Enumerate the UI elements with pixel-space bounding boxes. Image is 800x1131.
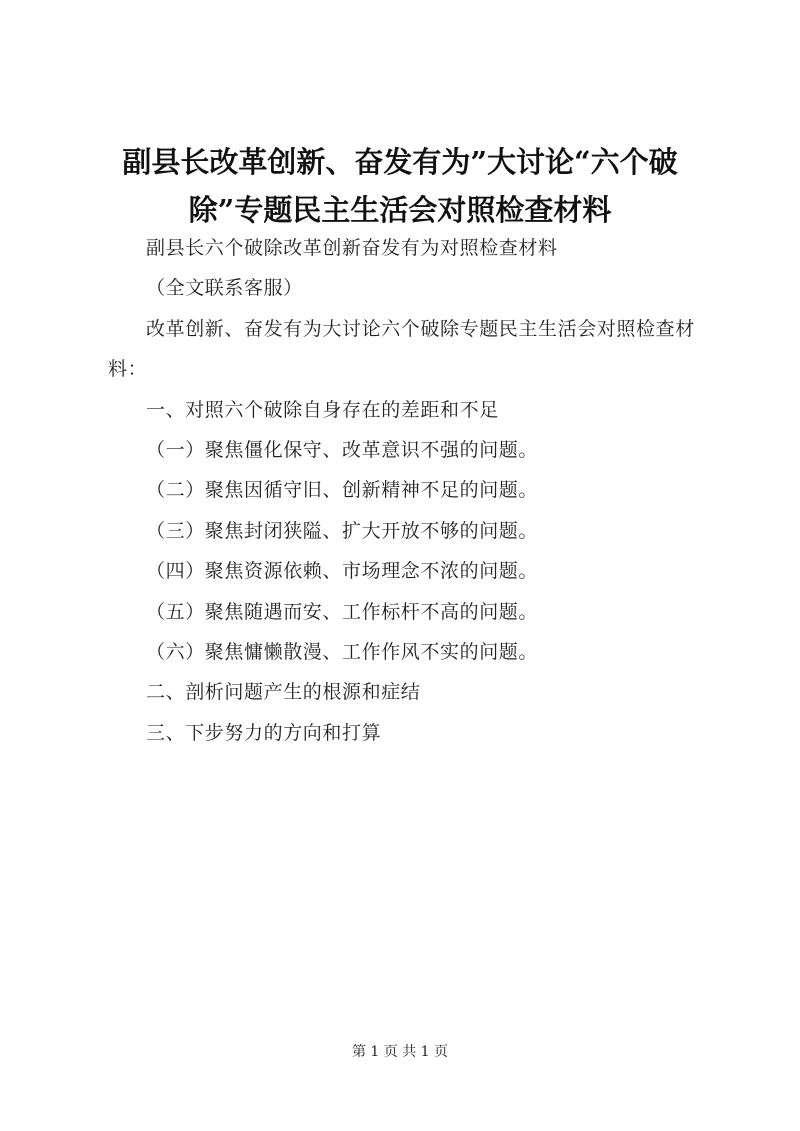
section-heading-2: 二、剖析问题产生的根源和症结 [146,681,421,704]
list-item: （一）聚焦僵化保守、改革意识不强的问题。 [146,439,539,462]
paragraph-intro: 改革创新、奋发有为大讨论六个破除专题民主生活会对照检查材料： [108,317,695,381]
list-item: （四）聚焦资源依赖、市场理念不浓的问题。 [146,560,539,583]
list-item: （三）聚焦封闭狭隘、扩大开放不够的问题。 [146,519,539,542]
page-number-label: 第 1 页 共 1 页 [351,1044,449,1060]
paragraph-contact-note: （全文联系客服） [146,277,303,300]
list-item: （六）聚焦慵懒散漫、工作作风不实的问题。 [146,641,539,664]
document-body [108,228,700,753]
section-heading-1: 一、对照六个破除自身存在的差距和不足 [146,398,499,421]
section-heading-3: 三、下步努力的方向和打算 [146,721,382,744]
list-item: （五）聚焦随遇而安、工作标杆不高的问题。 [146,600,539,623]
page-footer [0,1042,800,1062]
document-title: 副县长改革创新、奋发有为”大讨论“六个破除”专题民主生活会对照检查材料 [122,145,678,227]
list-item: （二）聚焦因循守旧、创新精神不足的问题。 [146,479,539,502]
paragraph-subtitle: 副县长六个破除改革创新奋发有为对照检查材料 [146,237,558,259]
